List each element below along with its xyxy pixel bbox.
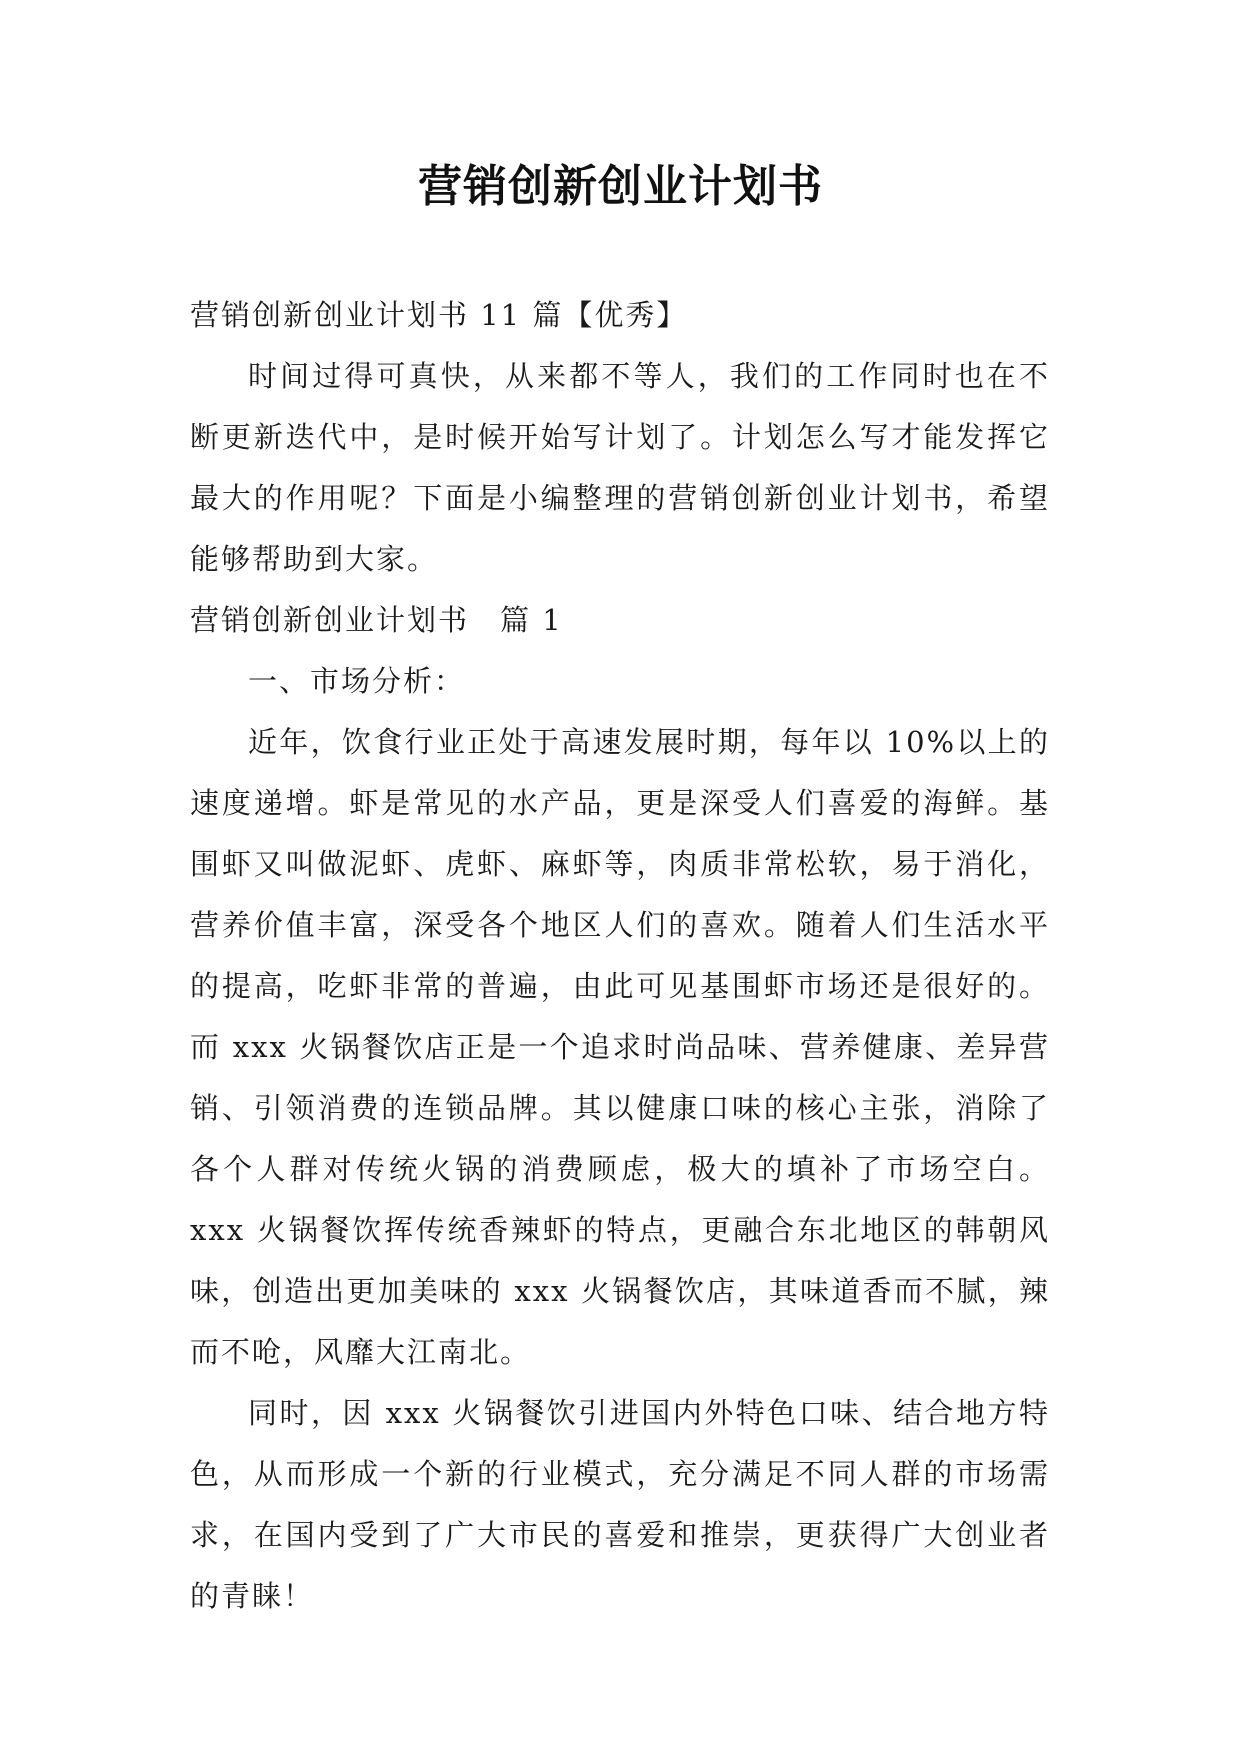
subsection-heading: 一、市场分析： bbox=[248, 664, 466, 698]
body-paragraph-expansion: 同时，因 xxx 火锅餐饮引进国内外特色口味、结合地方特色，从而形成一个新的行业模式，充分满足不同人群的市场需求，在国内受到了广大市民的喜爱和推崇，更获得广大创业者的青睐！ bbox=[190, 1396, 1050, 1613]
document-body bbox=[190, 285, 1050, 1627]
document-subtitle: 营销创新创业计划书 11 篇【优秀】 bbox=[190, 298, 688, 332]
intro-paragraph: 时间过得可真快，从来都不等人，我们的工作同时也在不断更新迭代中，是时候开始写计划了。计划怎么写才能发挥它最大的作用呢？下面是小编整理的营销创新创业计划书，希望能够帮助到大家。 bbox=[190, 359, 1050, 576]
section-heading: 营销创新创业计划书 篇 1 bbox=[190, 603, 563, 637]
document-title: 营销创新创业计划书 bbox=[418, 161, 823, 212]
body-paragraph-market: 近年，饮食行业正处于高速发展时期，每年以 10%以上的速度递增。虾是常见的水产品，更是深受人们喜爱的海鲜。基围虾又叫做泥虾、虎虾、麻虾等，肉质非常松软，易于消化，营养价值丰富，深受各个地区人们的喜欢。随着人们生活水平的提高，吃虾非常的普遍，由此可见基围虾市场还是很好的。而 xxx 火锅餐饮店正是一个追求时尚品味、营养健康、差异营销、引领消费的连锁品牌。其以健康口味的核心主张，消除了各个人群对传统火锅的消费顾虑，极大的填补了市场空白。xxx 火锅餐饮挥传统香辣虾的特点，更融合东北地区的韩朝风味，创造出更加美味的 xxx 火锅餐饮店，其味道香而不腻，辣而不呛，风靡大江南北。 bbox=[190, 725, 1050, 1369]
